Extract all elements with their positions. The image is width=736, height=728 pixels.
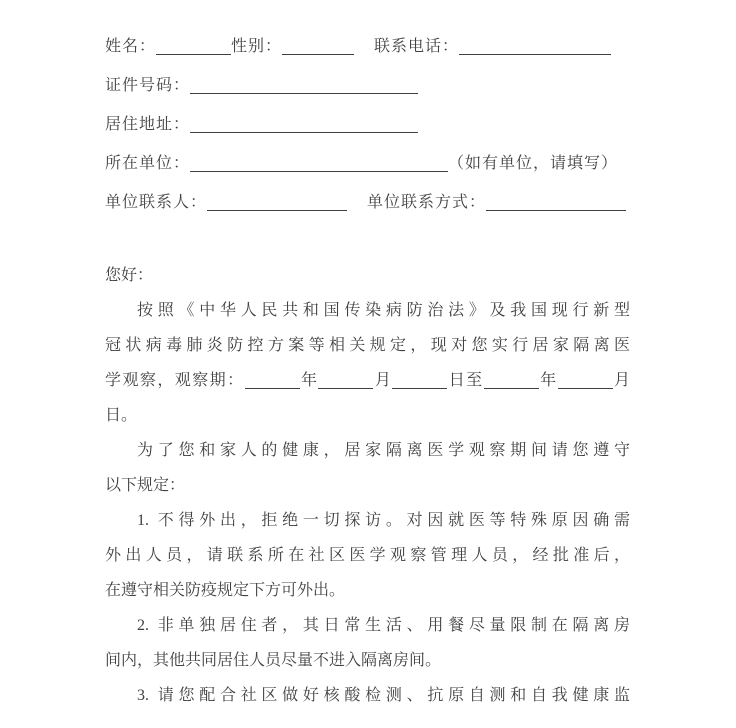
salutation: 您好： (105, 267, 154, 284)
end-year-blank-field[interactable] (484, 374, 539, 389)
end-month-blank-field[interactable] (558, 374, 613, 389)
gender-label: 性别： (231, 38, 283, 55)
form-line-address (105, 105, 630, 144)
start-year-blank-field[interactable] (245, 374, 300, 389)
start-year-unit: 年 (299, 372, 319, 389)
section-spacer (105, 222, 630, 258)
para2-line2: 以下规定： (105, 477, 186, 494)
start-month-unit: 月 (373, 372, 393, 389)
day-to-unit: 日至 (447, 372, 484, 389)
rule1-line3: 在遵守相关防疫规定下方可外出。 (105, 582, 346, 599)
id-number-label: 证件号码： (105, 77, 191, 94)
form-line-identity (105, 27, 630, 66)
rule2-line1: 2. 非单独居住者，其日常生活、用餐尽量限制在隔离房 (137, 617, 630, 634)
rule1-line1: 1. 不得外出，拒绝一切探访。对因就医等特殊原因确需 (137, 512, 630, 529)
form-line-employer-contact (105, 183, 630, 222)
para1-line1: 按照《中华人民共和国传染病防治法》及我国现行新型 (137, 302, 630, 319)
employer-note: （如有单位，请填写） (448, 155, 619, 172)
start-day-blank-field[interactable] (392, 374, 447, 389)
name-label: 姓名： (105, 38, 157, 55)
end-year-unit: 年 (538, 372, 558, 389)
employer-contact-method-label: 单位联系方式： (367, 194, 487, 211)
para1-line4: 日。 (105, 407, 138, 424)
id-number-blank-field[interactable] (190, 79, 418, 94)
phone-blank-field[interactable] (459, 40, 611, 55)
para2-line1: 为了您和家人的健康，居家隔离医学观察期间请您遵守 (137, 442, 630, 459)
para1-line3-observation-period (105, 363, 630, 398)
employer-blank-field[interactable] (190, 157, 448, 172)
employer-contact-method-blank-field[interactable] (486, 196, 626, 211)
address-blank-field[interactable] (190, 118, 418, 133)
form-line-id-number (105, 66, 630, 105)
para1-line2: 冠状病毒肺炎防控方案等相关规定，现对您实行居家隔离医 (105, 337, 630, 354)
address-label: 居住地址： (105, 116, 191, 133)
form-line-employer (105, 144, 630, 183)
employer-contact-label: 单位联系人： (105, 194, 208, 211)
end-month-unit: 月 (612, 372, 630, 389)
start-month-blank-field[interactable] (318, 374, 373, 389)
employer-contact-blank-field[interactable] (207, 196, 347, 211)
rule3-line1: 3. 请您配合社区做好核酸检测、抗原自测和自我健康监 (137, 687, 630, 704)
gender-blank-field[interactable] (282, 40, 354, 55)
employer-label: 所在单位： (105, 155, 191, 172)
rule1-line2: 外出人员，请联系所在社区医学观察管理人员，经批准后， (105, 547, 630, 564)
observation-period-prefix: 学观察，观察期： (105, 372, 245, 389)
phone-label: 联系电话： (374, 38, 460, 55)
rule2-line2: 间内，其他共同居住人员尽量不进入隔离房间。 (105, 652, 442, 669)
name-blank-field[interactable] (156, 40, 231, 55)
